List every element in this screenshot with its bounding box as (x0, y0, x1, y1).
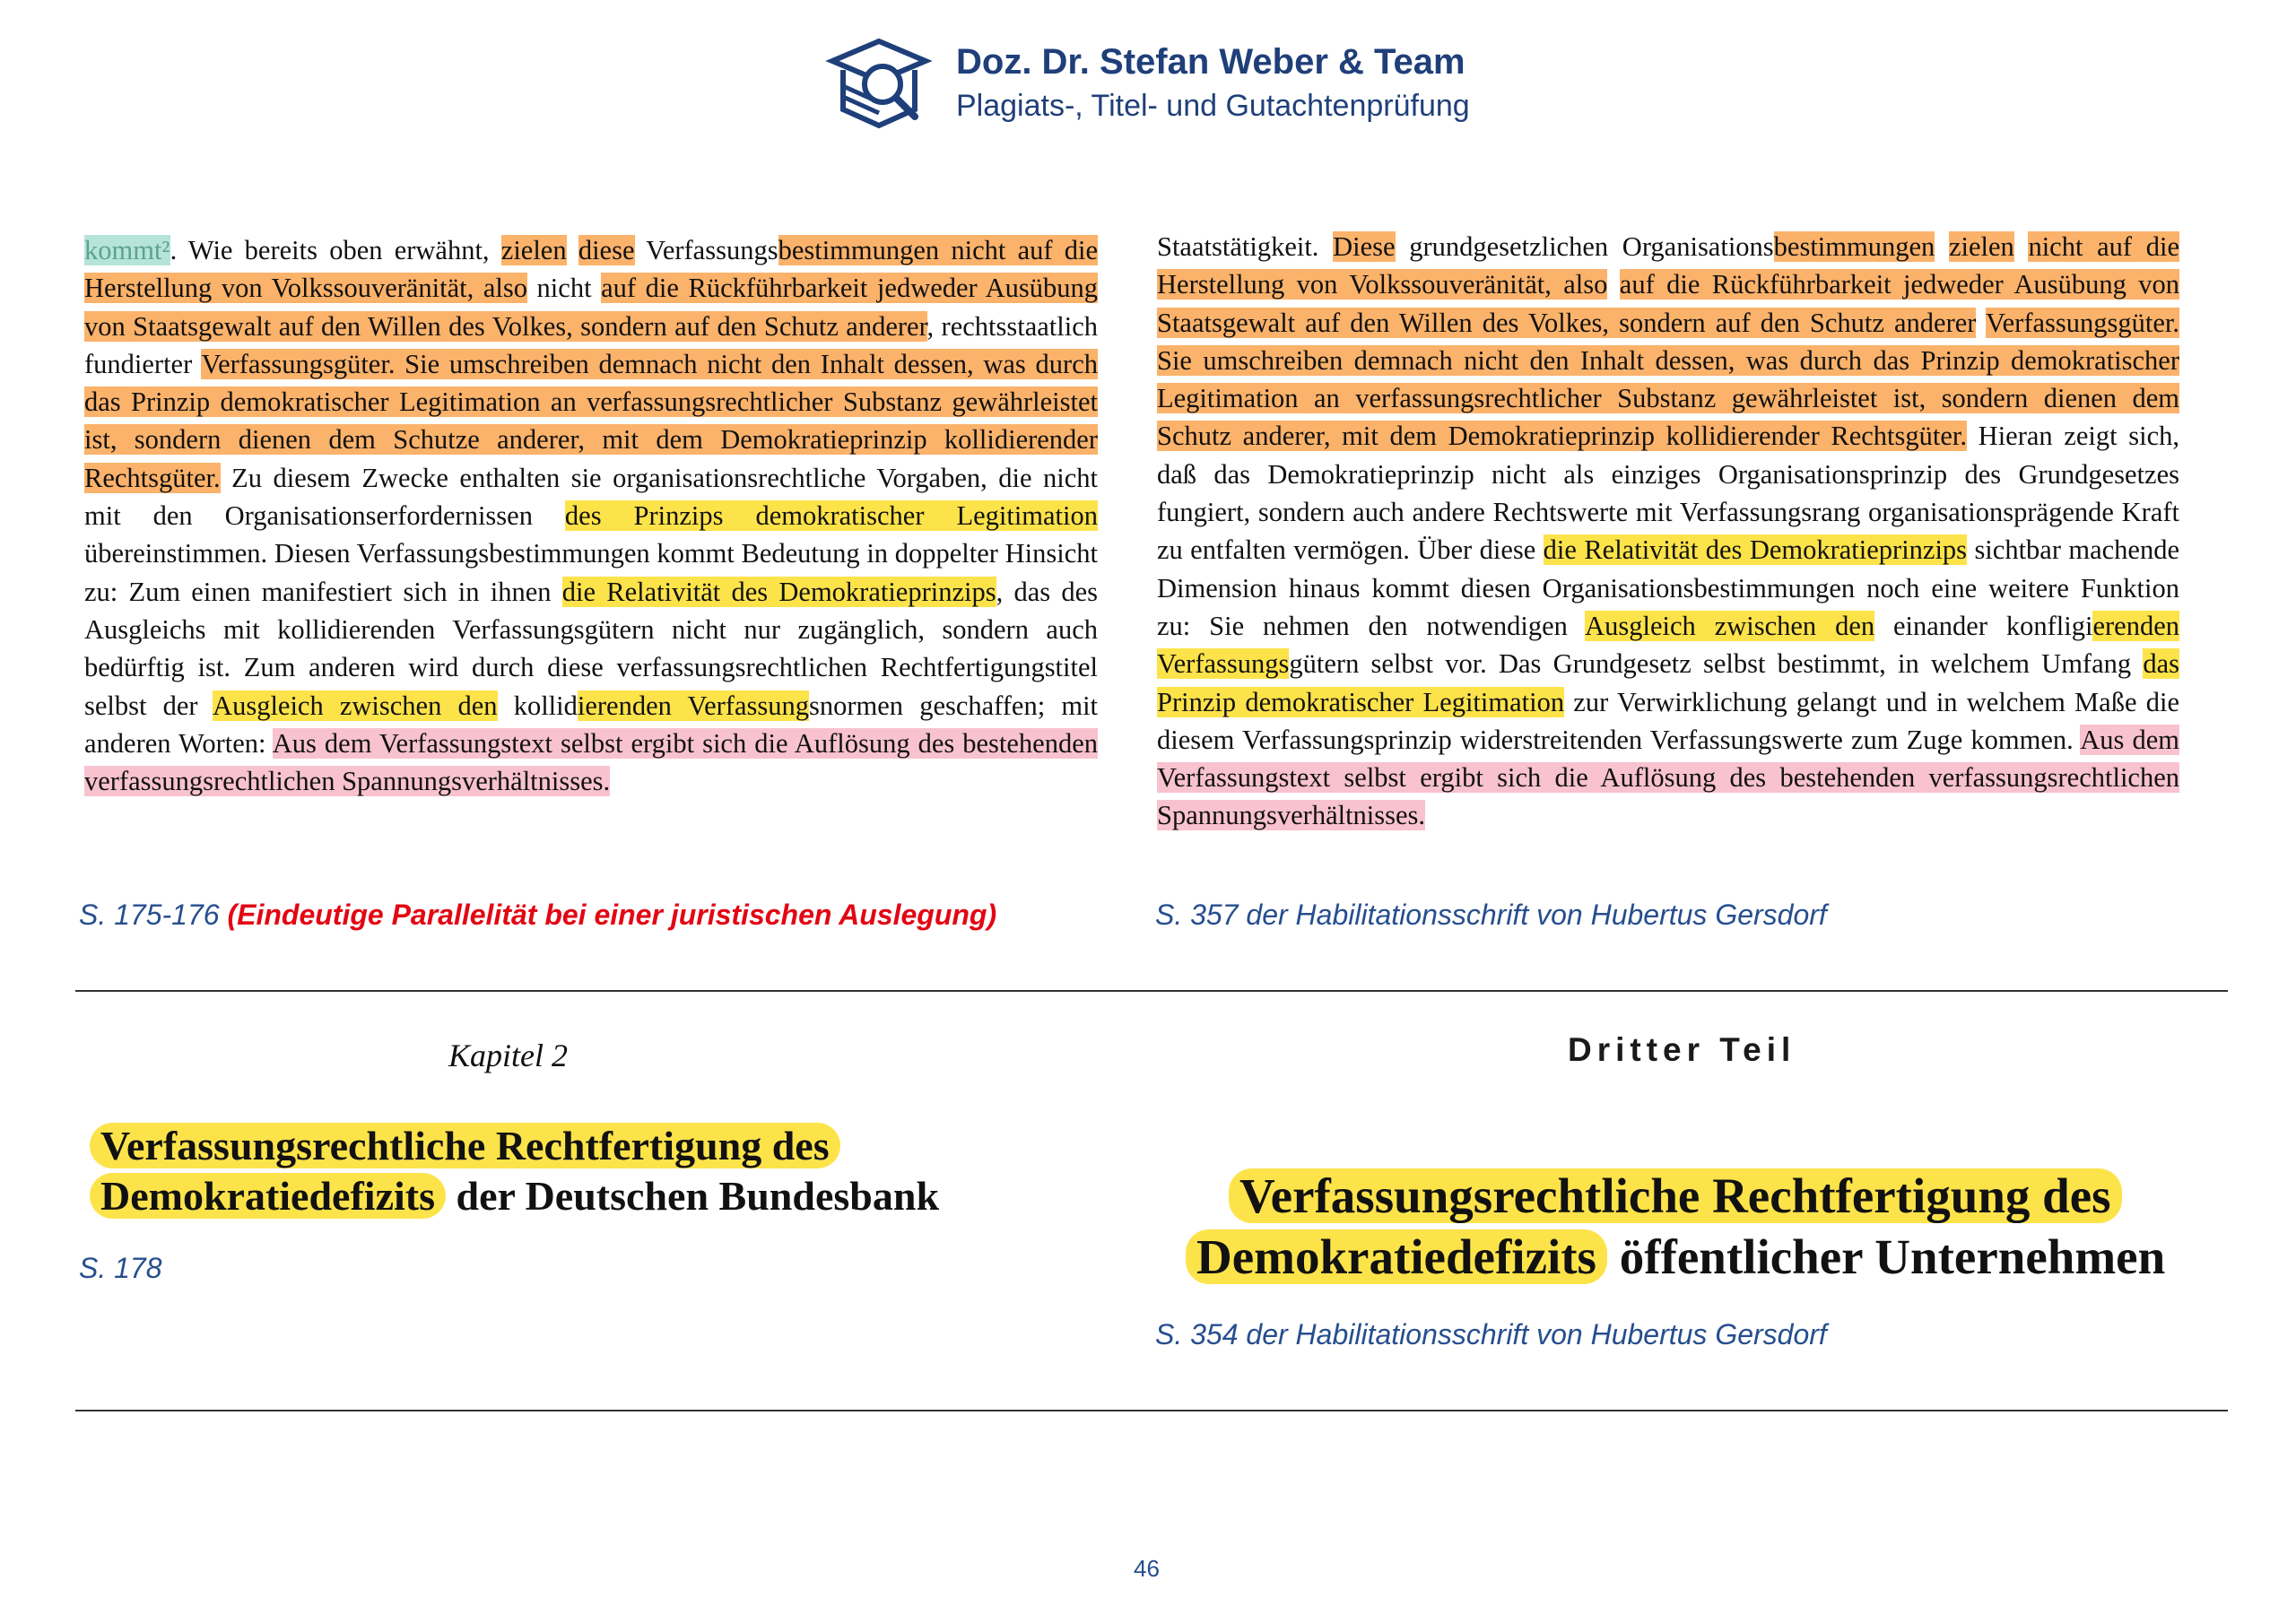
right-heading-line1: Verfassungsrechtliche Rechtfertigung des (1229, 1168, 2122, 1223)
highlighted-segment: Ausgleich zwischen den (1585, 610, 1875, 641)
text-segment: zur Verwirklichung gelangt und in welchem Maße die diesem Verfassungsprinzip widerstreitenden Verfassungswerte zum Zuge kommen. (1157, 686, 2179, 755)
left-heading-line1: Verfassungsrechtliche Rechtfertigung des (90, 1123, 840, 1168)
text-segment (2014, 231, 2029, 262)
right-heading-caption: S. 354 der Habilitationsschrift von Hubertus Gersdorf (1155, 1318, 1827, 1350)
highlighted-segment: erenden Verfassungs (1157, 610, 2179, 680)
left-heading-caption: S. 178 (79, 1252, 162, 1284)
text-segment: , das des Ausgleichs mit kollidierenden Verfassungsgütern nicht nur zugänglich, sondern auch bedürftig ist. Zum anderen wird durch diese verfassungsrechtlichen Rechtfertigungstitel selbst der (84, 576, 1098, 721)
highlighted-segment: auf die Rückführbarkeit jedweder Ausübung von Staatsgewalt auf den Willen des Volkes, sondern auf den Schutz anderer (1157, 269, 2180, 338)
left-caption-page: S. 175-176 (79, 899, 228, 931)
highlighted-segment: Ausgleich zwischen den (213, 690, 498, 721)
text-segment (1935, 231, 1949, 262)
right-chapter-heading (1186, 1166, 2165, 1288)
left-heading-rest: der Deutschen Bundesbank (446, 1173, 940, 1219)
highlighted-segment: Aus dem Verfassungstext selbst ergibt sich die Auflösung des bestehenden verfassungsrechtlichen Spannungsverhältnisses. (1157, 724, 2179, 831)
highlighted-segment: auf die Rückführbarkeit jedweder Ausübung von Staatsgewalt auf den Willen des Volkes, sondern auf den Schutz anderer (84, 273, 1098, 342)
right-excerpt-caption: S. 357 der Habilitationsschrift von Hubertus Gersdorf (1155, 899, 1827, 931)
left-chapter-heading (90, 1121, 939, 1221)
text-segment (1607, 269, 1619, 300)
highlighted-segment: die Relativität des Demokratieprinzips (561, 576, 996, 607)
highlighted-segment: zielen (1948, 231, 2014, 262)
highlighted-segment: nicht auf die Herstellung von Volkssouveränität, also (1157, 231, 2179, 300)
left-caption-note: (Eindeutige Parallelität bei einer juristischen Auslegung) (227, 899, 997, 931)
text-segment: sichtbar machende Dimension hinaus kommt diesen Organisationsbestimmungen noch eine weitere Funktion zu: Sie nehmen den notwendigen (1157, 534, 2180, 641)
divider-bottom (75, 1410, 2228, 1411)
highlighted-segment: diese (578, 235, 635, 265)
logo-icon (825, 34, 933, 133)
highlighted-segment: kommt (84, 235, 162, 265)
highlighted-segment: ² (161, 235, 170, 265)
left-excerpt (84, 231, 1098, 800)
text-segment: einander konfligi (1874, 610, 2093, 641)
text-segment: Zu diesem Zwecke enthalten sie organisationsrechtliche Vorgaben, die nicht mit den Organisationserfordernissen (84, 462, 1098, 532)
highlighted-segment: die Relativität des Demokratieprinzips (1543, 534, 1968, 566)
left-excerpt-caption (79, 899, 996, 932)
right-heading-rest: öffentlicher Unternehmen (1606, 1229, 2166, 1284)
right-excerpt (1157, 228, 2179, 835)
text-segment: übereinstimmen. Diesen Verfassungsbestimmungen kommt Bedeutung in doppelter Hinsicht zu: Zum einen manifestiert sich in ihnen (84, 538, 1098, 607)
text-segment: grundgesetzlichen Organisations (1395, 231, 1774, 262)
highlighted-segment: Verfassungsgüter. Sie umschreiben demnach nicht den Inhalt dessen, was durch das Prinzip demokratischer Legitimation an verfassungsrechtlicher Substanz gewährleistet ist, sondern dienen dem Schutz anderer, mit dem Demokratieprinzip kollidierender Rechtsgüter. (1157, 307, 2180, 452)
text-segment: kollid (497, 690, 578, 721)
text-segment: . Wie bereits oben erwähnt, (170, 235, 501, 265)
highlighted-segment: bestimmungen nicht auf die Herstellung von Volkssouveränität, also (84, 235, 1099, 304)
text-segment: , rechtsstaatlich fundierter (84, 310, 1098, 379)
text-segment: nicht (526, 273, 602, 304)
left-heading-hl2: Demokratiedefizits (90, 1173, 446, 1219)
text-segment: gütern selbst vor. Das Grundgesetz selbst bestimmt, in welchem Umfang (1289, 648, 2144, 680)
text-segment: snormen geschaffen; mit anderen Worten: (84, 690, 1099, 759)
highlighted-segment: zielen (500, 235, 567, 265)
text-segment: Verfassungs (634, 235, 778, 265)
brand-subtitle: Plagiats-, Titel- und Gutachtenprüfung (956, 89, 1470, 123)
highlighted-segment: das Prinzip demokratischer Legitimation (1157, 648, 2179, 717)
text-segment: Staatstätigkeit. (1157, 231, 1334, 262)
highlighted-segment: ierenden Verfassung (577, 690, 809, 721)
divider-top (75, 990, 2228, 992)
text-segment (1976, 308, 1986, 338)
header (825, 34, 1470, 133)
page-number: 46 (1134, 1555, 1160, 1582)
highlighted-segment: Verfassungsgüter. Sie umschreiben demnach nicht den Inhalt dessen, was durch das Prinzip demokratischer Legitimation an verfassungsrechtlicher Substanz gewährleistet ist, sondern dienen dem Schutze anderer, mit dem Demokratieprinzip kollidierender Rechtsgüter. (84, 348, 1098, 493)
highlighted-segment: Diese (1333, 231, 1396, 262)
kapitel-label: Kapitel 2 (448, 1038, 568, 1073)
highlighted-segment: Aus dem Verfassungstext selbst ergibt sich die Auflösung des bestehenden verfassungsrechtlichen Spannungsverhältnisses. (84, 727, 1098, 797)
text-segment: Hieran zeigt sich, daß das Demokratieprinzip nicht als einziges Organisationsprinzip des Grundgesetzes fungiert, sondern auch andere Rechtswerte mit Verfassungsrang organisationsprägende Kraft zu entfalten vermögen. Über diese (1157, 421, 2179, 566)
teil-label: Dritter Teil (1568, 1031, 1796, 1068)
highlighted-segment: bestimmungen (1773, 231, 1935, 262)
right-heading-hl2: Demokratiedefizits (1186, 1229, 1607, 1284)
brand-name: Doz. Dr. Stefan Weber & Team (956, 42, 1465, 82)
highlighted-segment: des Prinzips demokratischer Legitimation (564, 500, 1098, 532)
text-segment (567, 235, 578, 265)
